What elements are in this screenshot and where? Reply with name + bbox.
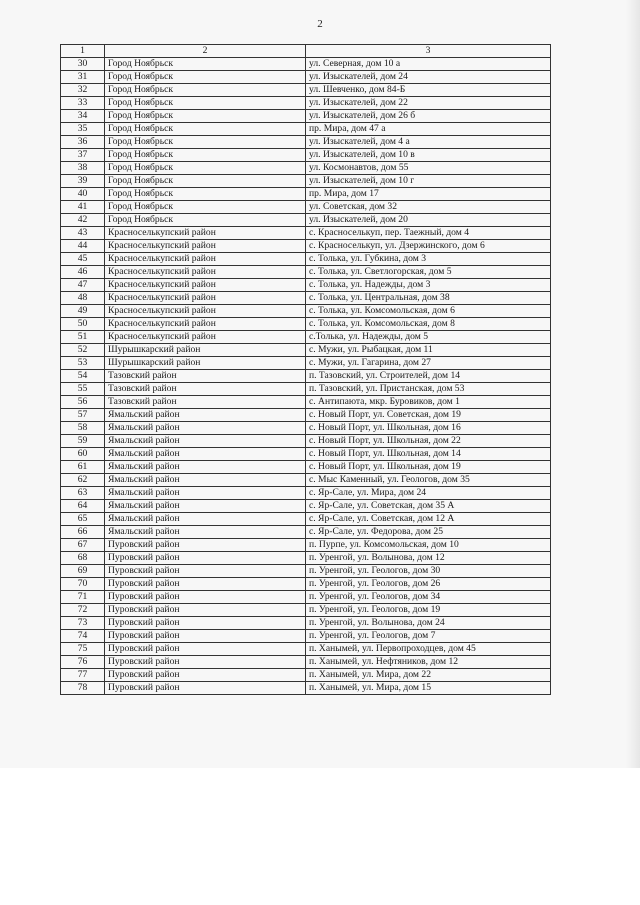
municipality-cell: Пуровский район bbox=[105, 604, 306, 617]
table-row bbox=[61, 578, 551, 591]
municipality-cell: Пуровский район bbox=[105, 656, 306, 669]
row-number-cell: 40 bbox=[61, 188, 105, 201]
municipality-cell: Ямальский район bbox=[105, 448, 306, 461]
municipality-cell: Город Ноябрьск bbox=[105, 123, 306, 136]
municipality-cell: Город Ноябрьск bbox=[105, 175, 306, 188]
address-cell: с. Новый Порт, ул. Школьная, дом 19 bbox=[306, 461, 551, 474]
address-cell: с. Толька, ул. Надежды, дом 3 bbox=[306, 279, 551, 292]
table-row bbox=[61, 97, 551, 110]
address-cell: с. Яр-Сале, ул. Советская, дом 35 А bbox=[306, 500, 551, 513]
row-number-cell: 75 bbox=[61, 643, 105, 656]
table-row bbox=[61, 409, 551, 422]
row-number-cell: 76 bbox=[61, 656, 105, 669]
table-row bbox=[61, 84, 551, 97]
row-number-cell: 65 bbox=[61, 513, 105, 526]
row-number-cell: 49 bbox=[61, 305, 105, 318]
row-number-cell: 53 bbox=[61, 357, 105, 370]
municipality-cell: Тазовский район bbox=[105, 383, 306, 396]
municipality-cell: Ямальский район bbox=[105, 461, 306, 474]
municipality-cell: Пуровский район bbox=[105, 643, 306, 656]
table-row bbox=[61, 71, 551, 84]
row-number-cell: 55 bbox=[61, 383, 105, 396]
column-header-municipality: 2 bbox=[105, 45, 306, 58]
address-cell: п. Тазовский, ул. Строителей, дом 14 bbox=[306, 370, 551, 383]
table-row bbox=[61, 292, 551, 305]
row-number-cell: 35 bbox=[61, 123, 105, 136]
row-number-cell: 61 bbox=[61, 461, 105, 474]
municipality-cell: Тазовский район bbox=[105, 396, 306, 409]
address-cell: с. Новый Порт, ул. Советская, дом 19 bbox=[306, 409, 551, 422]
row-number-cell: 32 bbox=[61, 84, 105, 97]
table-row bbox=[61, 630, 551, 643]
address-cell: пр. Мира, дом 47 а bbox=[306, 123, 551, 136]
table-row bbox=[61, 513, 551, 526]
table-row bbox=[61, 500, 551, 513]
page-edge-shadow bbox=[626, 0, 640, 768]
address-cell: с.Толька, ул. Надежды, дом 5 bbox=[306, 331, 551, 344]
table-row bbox=[61, 370, 551, 383]
municipality-cell: Ямальский район bbox=[105, 435, 306, 448]
table-row bbox=[61, 58, 551, 71]
table-row bbox=[61, 422, 551, 435]
address-cell: ул. Шевченко, дом 84-Б bbox=[306, 84, 551, 97]
row-number-cell: 34 bbox=[61, 110, 105, 123]
row-number-cell: 63 bbox=[61, 487, 105, 500]
address-cell: ул. Изыскателей, дом 10 г bbox=[306, 175, 551, 188]
table-row bbox=[61, 305, 551, 318]
municipality-cell: Красноселькупский район bbox=[105, 331, 306, 344]
row-number-cell: 31 bbox=[61, 71, 105, 84]
municipality-cell: Шурышкарский район bbox=[105, 357, 306, 370]
row-number-cell: 30 bbox=[61, 58, 105, 71]
row-number-cell: 67 bbox=[61, 539, 105, 552]
municipality-cell: Город Ноябрьск bbox=[105, 162, 306, 175]
table-row bbox=[61, 162, 551, 175]
address-cell: п. Ханымей, ул. Первопроходцев, дом 45 bbox=[306, 643, 551, 656]
municipality-cell: Тазовский район bbox=[105, 370, 306, 383]
table-row bbox=[61, 448, 551, 461]
municipality-cell: Город Ноябрьск bbox=[105, 71, 306, 84]
row-number-cell: 62 bbox=[61, 474, 105, 487]
address-cell: п. Пурпе, ул. Комсомольская, дом 10 bbox=[306, 539, 551, 552]
address-cell: с. Новый Порт, ул. Школьная, дом 16 bbox=[306, 422, 551, 435]
table-row bbox=[61, 396, 551, 409]
municipality-cell: Ямальский район bbox=[105, 526, 306, 539]
table-row bbox=[61, 253, 551, 266]
table-row bbox=[61, 682, 551, 695]
address-cell: ул. Изыскателей, дом 10 в bbox=[306, 149, 551, 162]
address-cell: ул. Изыскателей, дом 26 б bbox=[306, 110, 551, 123]
municipality-cell: Шурышкарский район bbox=[105, 344, 306, 357]
row-number-cell: 56 bbox=[61, 396, 105, 409]
municipality-cell: Красноселькупский район bbox=[105, 292, 306, 305]
table-row bbox=[61, 201, 551, 214]
table-row bbox=[61, 461, 551, 474]
municipality-cell: Ямальский район bbox=[105, 474, 306, 487]
row-number-cell: 39 bbox=[61, 175, 105, 188]
table-row bbox=[61, 643, 551, 656]
row-number-cell: 60 bbox=[61, 448, 105, 461]
municipality-cell: Красноселькупский район bbox=[105, 266, 306, 279]
municipality-cell: Город Ноябрьск bbox=[105, 84, 306, 97]
table-row bbox=[61, 266, 551, 279]
table-row bbox=[61, 565, 551, 578]
municipality-cell: Пуровский район bbox=[105, 578, 306, 591]
table-row bbox=[61, 526, 551, 539]
municipality-cell: Пуровский район bbox=[105, 617, 306, 630]
municipality-cell: Пуровский район bbox=[105, 682, 306, 695]
municipality-cell: Город Ноябрьск bbox=[105, 188, 306, 201]
address-cell: п. Уренгой, ул. Волынова, дом 24 bbox=[306, 617, 551, 630]
address-cell: с. Толька, ул. Комсомольская, дом 6 bbox=[306, 305, 551, 318]
table-row bbox=[61, 110, 551, 123]
table-row bbox=[61, 331, 551, 344]
municipality-cell: Город Ноябрьск bbox=[105, 110, 306, 123]
row-number-cell: 54 bbox=[61, 370, 105, 383]
table-row bbox=[61, 123, 551, 136]
table-row bbox=[61, 175, 551, 188]
address-cell: с. Красноселькуп, ул. Дзержинского, дом 6 bbox=[306, 240, 551, 253]
column-header-number: 1 bbox=[61, 45, 105, 58]
address-cell: п. Уренгой, ул. Геологов, дом 26 bbox=[306, 578, 551, 591]
municipality-cell: Город Ноябрьск bbox=[105, 97, 306, 110]
table-row bbox=[61, 357, 551, 370]
row-number-cell: 46 bbox=[61, 266, 105, 279]
row-number-cell: 41 bbox=[61, 201, 105, 214]
municipality-cell: Ямальский район bbox=[105, 422, 306, 435]
row-number-cell: 36 bbox=[61, 136, 105, 149]
municipality-cell: Ямальский район bbox=[105, 513, 306, 526]
address-cell: п. Уренгой, ул. Волынова, дом 12 bbox=[306, 552, 551, 565]
address-cell: с. Яр-Сале, ул. Федорова, дом 25 bbox=[306, 526, 551, 539]
table-row bbox=[61, 539, 551, 552]
address-cell: п. Ханымей, ул. Нефтяников, дом 12 bbox=[306, 656, 551, 669]
municipality-cell: Город Ноябрьск bbox=[105, 149, 306, 162]
table-row bbox=[61, 279, 551, 292]
municipality-cell: Город Ноябрьск bbox=[105, 58, 306, 71]
row-number-cell: 37 bbox=[61, 149, 105, 162]
address-cell: с. Мыс Каменный, ул. Геологов, дом 35 bbox=[306, 474, 551, 487]
row-number-cell: 43 bbox=[61, 227, 105, 240]
table-row bbox=[61, 188, 551, 201]
address-cell: ул. Изыскателей, дом 4 а bbox=[306, 136, 551, 149]
address-cell: с. Антипаюта, мкр. Буровиков, дом 1 bbox=[306, 396, 551, 409]
table-row bbox=[61, 136, 551, 149]
row-number-cell: 66 bbox=[61, 526, 105, 539]
table-row bbox=[61, 591, 551, 604]
table-row bbox=[61, 669, 551, 682]
table-row bbox=[61, 474, 551, 487]
row-number-cell: 33 bbox=[61, 97, 105, 110]
row-number-cell: 38 bbox=[61, 162, 105, 175]
address-cell: п. Ханымей, ул. Мира, дом 15 bbox=[306, 682, 551, 695]
municipality-cell: Красноселькупский район bbox=[105, 253, 306, 266]
municipality-cell: Красноселькупский район bbox=[105, 227, 306, 240]
row-number-cell: 50 bbox=[61, 318, 105, 331]
row-number-cell: 59 bbox=[61, 435, 105, 448]
row-number-cell: 72 bbox=[61, 604, 105, 617]
municipality-cell: Город Ноябрьск bbox=[105, 201, 306, 214]
address-table bbox=[60, 44, 551, 695]
column-header-address: 3 bbox=[306, 45, 551, 58]
table-row bbox=[61, 435, 551, 448]
row-number-cell: 57 bbox=[61, 409, 105, 422]
municipality-cell: Пуровский район bbox=[105, 630, 306, 643]
row-number-cell: 74 bbox=[61, 630, 105, 643]
address-cell: п. Уренгой, ул. Геологов, дом 30 bbox=[306, 565, 551, 578]
municipality-cell: Пуровский район bbox=[105, 565, 306, 578]
address-cell: ул. Изыскателей, дом 24 bbox=[306, 71, 551, 84]
address-cell: п. Тазовский, ул. Пристанская, дом 53 bbox=[306, 383, 551, 396]
municipality-cell: Красноселькупский район bbox=[105, 318, 306, 331]
address-cell: с. Яр-Сале, ул. Советская, дом 12 А bbox=[306, 513, 551, 526]
table-row bbox=[61, 227, 551, 240]
table-row bbox=[61, 318, 551, 331]
address-cell: ул. Северная, дом 10 а bbox=[306, 58, 551, 71]
row-number-cell: 71 bbox=[61, 591, 105, 604]
address-cell: ул. Советская, дом 32 bbox=[306, 201, 551, 214]
municipality-cell: Красноселькупский район bbox=[105, 240, 306, 253]
row-number-cell: 78 bbox=[61, 682, 105, 695]
row-number-cell: 52 bbox=[61, 344, 105, 357]
table-row bbox=[61, 617, 551, 630]
table-row bbox=[61, 149, 551, 162]
municipality-cell: Красноселькупский район bbox=[105, 279, 306, 292]
address-cell: с. Толька, ул. Комсомольская, дом 8 bbox=[306, 318, 551, 331]
address-cell: с. Толька, ул. Губкина, дом 3 bbox=[306, 253, 551, 266]
row-number-cell: 64 bbox=[61, 500, 105, 513]
address-cell: с. Толька, ул. Центральная, дом 38 bbox=[306, 292, 551, 305]
address-cell: с. Красноселькуп, пер. Таежный, дом 4 bbox=[306, 227, 551, 240]
row-number-cell: 42 bbox=[61, 214, 105, 227]
municipality-cell: Пуровский район bbox=[105, 539, 306, 552]
row-number-cell: 68 bbox=[61, 552, 105, 565]
row-number-cell: 44 bbox=[61, 240, 105, 253]
table-header-row bbox=[61, 45, 551, 58]
address-cell: п. Ханымей, ул. Мира, дом 22 bbox=[306, 669, 551, 682]
row-number-cell: 73 bbox=[61, 617, 105, 630]
table-row bbox=[61, 656, 551, 669]
row-number-cell: 47 bbox=[61, 279, 105, 292]
row-number-cell: 77 bbox=[61, 669, 105, 682]
table-row bbox=[61, 487, 551, 500]
municipality-cell: Пуровский район bbox=[105, 591, 306, 604]
row-number-cell: 70 bbox=[61, 578, 105, 591]
table-row bbox=[61, 383, 551, 396]
municipality-cell: Красноселькупский район bbox=[105, 305, 306, 318]
address-cell: с. Яр-Сале, ул. Мира, дом 24 bbox=[306, 487, 551, 500]
row-number-cell: 45 bbox=[61, 253, 105, 266]
row-number-cell: 51 bbox=[61, 331, 105, 344]
table-row bbox=[61, 604, 551, 617]
address-cell: с. Новый Порт, ул. Школьная, дом 22 bbox=[306, 435, 551, 448]
municipality-cell: Пуровский район bbox=[105, 669, 306, 682]
municipality-cell: Ямальский район bbox=[105, 500, 306, 513]
municipality-cell: Ямальский район bbox=[105, 409, 306, 422]
address-cell: п. Уренгой, ул. Геологов, дом 34 bbox=[306, 591, 551, 604]
address-cell: ул. Изыскателей, дом 20 bbox=[306, 214, 551, 227]
address-cell: ул. Космонавтов, дом 55 bbox=[306, 162, 551, 175]
municipality-cell: Город Ноябрьск bbox=[105, 214, 306, 227]
address-cell: п. Уренгой, ул. Геологов, дом 19 bbox=[306, 604, 551, 617]
page-number: 2 bbox=[317, 18, 323, 30]
address-cell: п. Уренгой, ул. Геологов, дом 7 bbox=[306, 630, 551, 643]
table-row bbox=[61, 552, 551, 565]
municipality-cell: Пуровский район bbox=[105, 552, 306, 565]
table-row bbox=[61, 214, 551, 227]
address-cell: ул. Изыскателей, дом 22 bbox=[306, 97, 551, 110]
address-cell: с. Мужи, ул. Гагарина, дом 27 bbox=[306, 357, 551, 370]
municipality-cell: Ямальский район bbox=[105, 487, 306, 500]
address-cell: с. Толька, ул. Светлогорская, дом 5 bbox=[306, 266, 551, 279]
table-row bbox=[61, 240, 551, 253]
municipality-cell: Город Ноябрьск bbox=[105, 136, 306, 149]
row-number-cell: 69 bbox=[61, 565, 105, 578]
address-cell: пр. Мира, дом 17 bbox=[306, 188, 551, 201]
row-number-cell: 58 bbox=[61, 422, 105, 435]
table-row bbox=[61, 344, 551, 357]
row-number-cell: 48 bbox=[61, 292, 105, 305]
address-cell: с. Новый Порт, ул. Школьная, дом 14 bbox=[306, 448, 551, 461]
address-cell: с. Мужи, ул. Рыбацкая, дом 11 bbox=[306, 344, 551, 357]
